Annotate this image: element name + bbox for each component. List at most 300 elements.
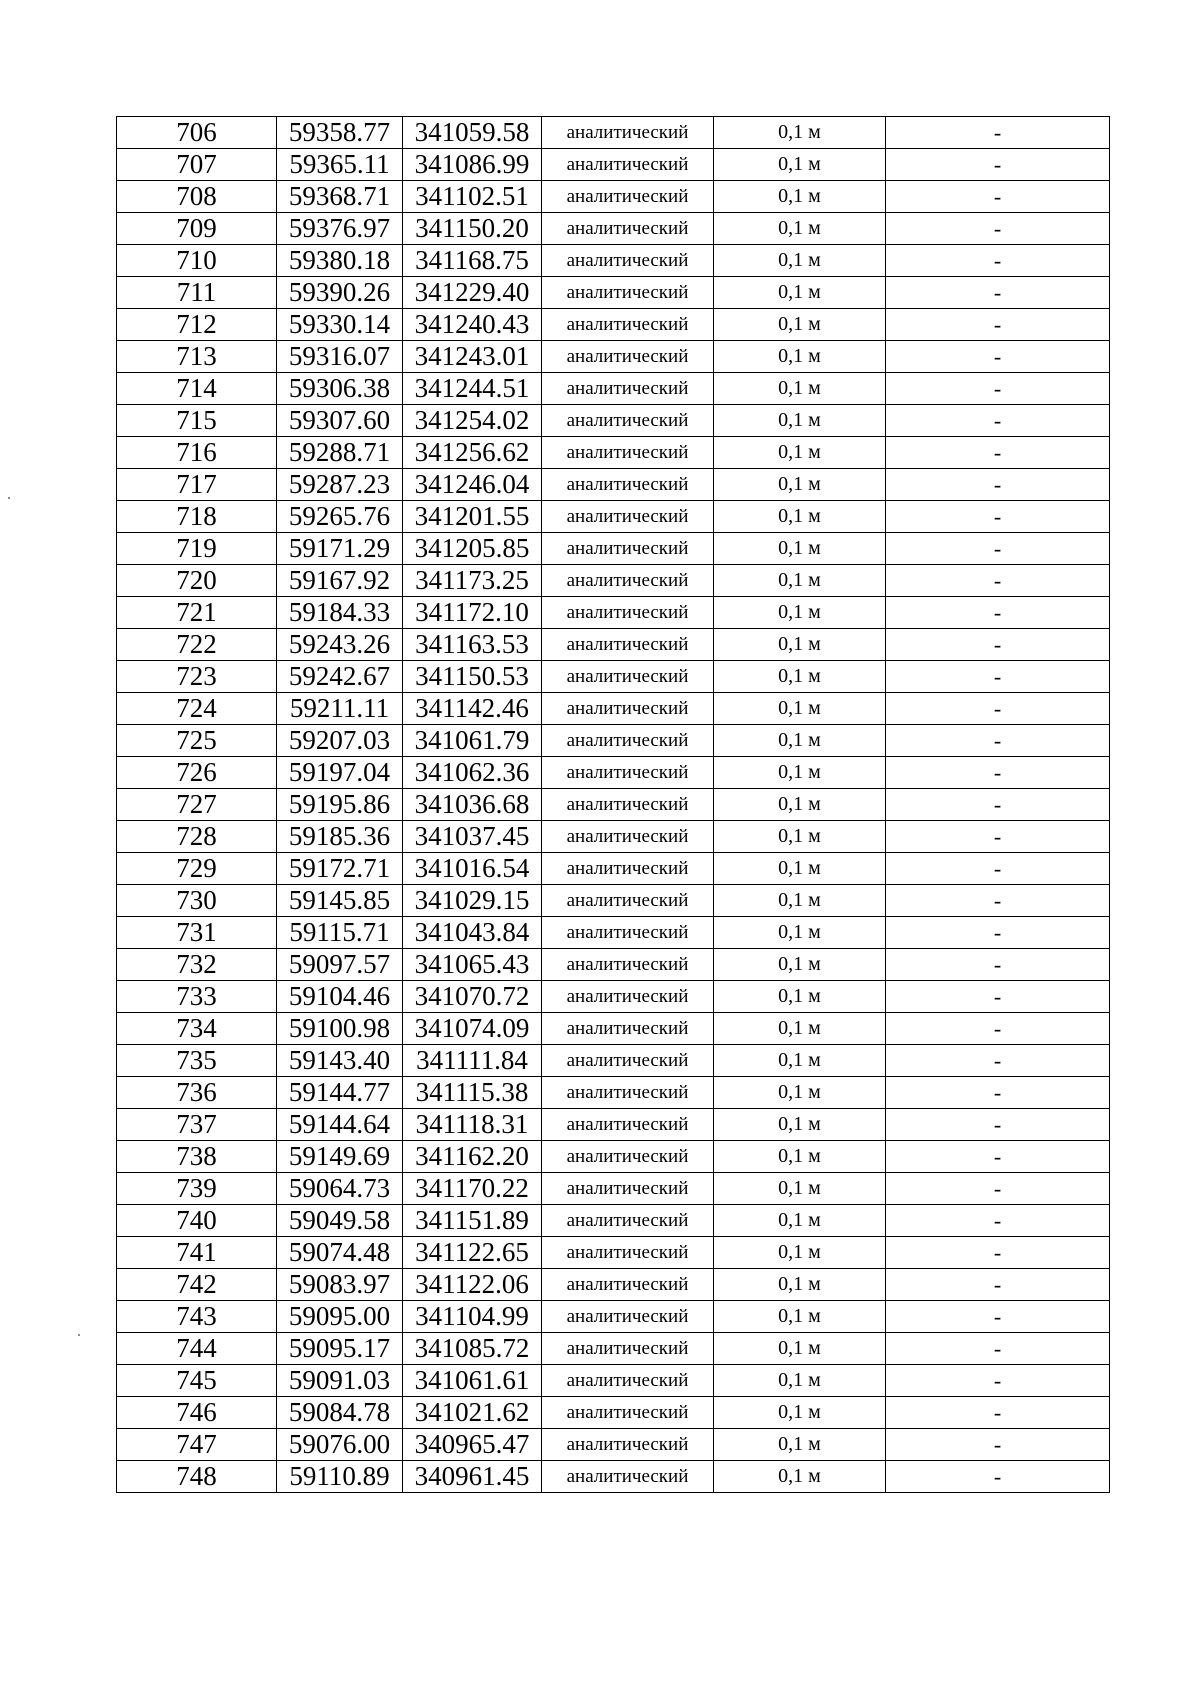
table-row (117, 245, 1110, 277)
x-coordinate-cell: 59167.92 (277, 565, 403, 597)
accuracy-cell: 0,1 м (714, 181, 886, 213)
method-cell: аналитический (542, 949, 714, 981)
extra-cell: - (886, 1461, 1110, 1493)
point-number-cell: 721 (117, 597, 277, 629)
y-coordinate-cell: 341016.54 (403, 853, 542, 885)
x-coordinate-cell: 59185.36 (277, 821, 403, 853)
method-cell: аналитический (542, 629, 714, 661)
point-number-cell: 738 (117, 1141, 277, 1173)
x-coordinate-cell: 59390.26 (277, 277, 403, 309)
extra-cell: - (886, 789, 1110, 821)
accuracy-cell: 0,1 м (714, 1045, 886, 1077)
extra-cell: - (886, 1013, 1110, 1045)
extra-cell: - (886, 373, 1110, 405)
accuracy-cell: 0,1 м (714, 1333, 886, 1365)
table-row (117, 821, 1110, 853)
x-coordinate-cell: 59172.71 (277, 853, 403, 885)
method-cell: аналитический (542, 1013, 714, 1045)
extra-cell: - (886, 885, 1110, 917)
scan-speck (78, 1334, 80, 1336)
y-coordinate-cell: 341243.01 (403, 341, 542, 373)
point-number-cell: 740 (117, 1205, 277, 1237)
x-coordinate-cell: 59288.71 (277, 437, 403, 469)
y-coordinate-cell: 341256.62 (403, 437, 542, 469)
table-row (117, 1333, 1110, 1365)
table-row (117, 1013, 1110, 1045)
x-coordinate-cell: 59184.33 (277, 597, 403, 629)
scan-speck (8, 497, 10, 499)
point-number-cell: 743 (117, 1301, 277, 1333)
point-number-cell: 734 (117, 1013, 277, 1045)
x-coordinate-cell: 59104.46 (277, 981, 403, 1013)
method-cell: аналитический (542, 1301, 714, 1333)
table-row (117, 1397, 1110, 1429)
method-cell: аналитический (542, 1237, 714, 1269)
x-coordinate-cell: 59076.00 (277, 1429, 403, 1461)
y-coordinate-cell: 341168.75 (403, 245, 542, 277)
method-cell: аналитический (542, 117, 714, 149)
y-coordinate-cell: 341059.58 (403, 117, 542, 149)
table-row (117, 725, 1110, 757)
y-coordinate-cell: 341036.68 (403, 789, 542, 821)
x-coordinate-cell: 59316.07 (277, 341, 403, 373)
accuracy-cell: 0,1 м (714, 277, 886, 309)
y-coordinate-cell: 341173.25 (403, 565, 542, 597)
point-number-cell: 746 (117, 1397, 277, 1429)
table-row (117, 885, 1110, 917)
x-coordinate-cell: 59211.11 (277, 693, 403, 725)
y-coordinate-cell: 341142.46 (403, 693, 542, 725)
method-cell: аналитический (542, 437, 714, 469)
point-number-cell: 712 (117, 309, 277, 341)
table-row (117, 949, 1110, 981)
point-number-cell: 737 (117, 1109, 277, 1141)
point-number-cell: 717 (117, 469, 277, 501)
point-number-cell: 707 (117, 149, 277, 181)
extra-cell: - (886, 853, 1110, 885)
y-coordinate-cell: 341122.65 (403, 1237, 542, 1269)
extra-cell: - (886, 629, 1110, 661)
point-number-cell: 726 (117, 757, 277, 789)
point-number-cell: 730 (117, 885, 277, 917)
method-cell: аналитический (542, 1333, 714, 1365)
y-coordinate-cell: 341240.43 (403, 309, 542, 341)
table-row (117, 1173, 1110, 1205)
method-cell: аналитический (542, 1397, 714, 1429)
y-coordinate-cell: 341246.04 (403, 469, 542, 501)
y-coordinate-cell: 341115.38 (403, 1077, 542, 1109)
point-number-cell: 727 (117, 789, 277, 821)
accuracy-cell: 0,1 м (714, 469, 886, 501)
x-coordinate-cell: 59143.40 (277, 1045, 403, 1077)
y-coordinate-cell: 341201.55 (403, 501, 542, 533)
x-coordinate-cell: 59307.60 (277, 405, 403, 437)
extra-cell: - (886, 181, 1110, 213)
accuracy-cell: 0,1 м (714, 1141, 886, 1173)
extra-cell: - (886, 501, 1110, 533)
accuracy-cell: 0,1 м (714, 821, 886, 853)
point-number-cell: 719 (117, 533, 277, 565)
x-coordinate-cell: 59095.17 (277, 1333, 403, 1365)
x-coordinate-cell: 59115.71 (277, 917, 403, 949)
y-coordinate-cell: 340961.45 (403, 1461, 542, 1493)
accuracy-cell: 0,1 м (714, 373, 886, 405)
x-coordinate-cell: 59368.71 (277, 181, 403, 213)
method-cell: аналитический (542, 981, 714, 1013)
accuracy-cell: 0,1 м (714, 885, 886, 917)
method-cell: аналитический (542, 853, 714, 885)
accuracy-cell: 0,1 м (714, 1173, 886, 1205)
accuracy-cell: 0,1 м (714, 1301, 886, 1333)
x-coordinate-cell: 59195.86 (277, 789, 403, 821)
extra-cell: - (886, 661, 1110, 693)
point-number-cell: 736 (117, 1077, 277, 1109)
x-coordinate-cell: 59365.11 (277, 149, 403, 181)
extra-cell: - (886, 1109, 1110, 1141)
table-row (117, 341, 1110, 373)
method-cell: аналитический (542, 405, 714, 437)
method-cell: аналитический (542, 277, 714, 309)
extra-cell: - (886, 213, 1110, 245)
extra-cell: - (886, 1077, 1110, 1109)
x-coordinate-cell: 59083.97 (277, 1269, 403, 1301)
extra-cell: - (886, 533, 1110, 565)
x-coordinate-cell: 59149.69 (277, 1141, 403, 1173)
x-coordinate-cell: 59095.00 (277, 1301, 403, 1333)
point-number-cell: 714 (117, 373, 277, 405)
accuracy-cell: 0,1 м (714, 117, 886, 149)
extra-cell: - (886, 469, 1110, 501)
method-cell: аналитический (542, 1461, 714, 1493)
method-cell: аналитический (542, 1269, 714, 1301)
method-cell: аналитический (542, 565, 714, 597)
table-row (117, 405, 1110, 437)
x-coordinate-cell: 59110.89 (277, 1461, 403, 1493)
extra-cell: - (886, 949, 1110, 981)
extra-cell: - (886, 1301, 1110, 1333)
accuracy-cell: 0,1 м (714, 757, 886, 789)
method-cell: аналитический (542, 1365, 714, 1397)
table-row (117, 981, 1110, 1013)
table-row (117, 1109, 1110, 1141)
accuracy-cell: 0,1 м (714, 1237, 886, 1269)
accuracy-cell: 0,1 м (714, 949, 886, 981)
extra-cell: - (886, 565, 1110, 597)
table-row (117, 149, 1110, 181)
y-coordinate-cell: 341229.40 (403, 277, 542, 309)
x-coordinate-cell: 59074.48 (277, 1237, 403, 1269)
x-coordinate-cell: 59097.57 (277, 949, 403, 981)
extra-cell: - (886, 1365, 1110, 1397)
method-cell: аналитический (542, 821, 714, 853)
accuracy-cell: 0,1 м (714, 789, 886, 821)
accuracy-cell: 0,1 м (714, 149, 886, 181)
method-cell: аналитический (542, 1077, 714, 1109)
method-cell: аналитический (542, 1045, 714, 1077)
method-cell: аналитический (542, 1429, 714, 1461)
point-number-cell: 710 (117, 245, 277, 277)
accuracy-cell: 0,1 м (714, 245, 886, 277)
y-coordinate-cell: 341205.85 (403, 533, 542, 565)
table-row (117, 1365, 1110, 1397)
table-row (117, 917, 1110, 949)
y-coordinate-cell: 341086.99 (403, 149, 542, 181)
y-coordinate-cell: 341118.31 (403, 1109, 542, 1141)
x-coordinate-cell: 59306.38 (277, 373, 403, 405)
point-number-cell: 744 (117, 1333, 277, 1365)
x-coordinate-cell: 59049.58 (277, 1205, 403, 1237)
table-row (117, 1205, 1110, 1237)
accuracy-cell: 0,1 м (714, 405, 886, 437)
point-number-cell: 708 (117, 181, 277, 213)
accuracy-cell: 0,1 м (714, 1109, 886, 1141)
table-row (117, 1429, 1110, 1461)
table-row (117, 1301, 1110, 1333)
extra-cell: - (886, 1205, 1110, 1237)
accuracy-cell: 0,1 м (714, 693, 886, 725)
method-cell: аналитический (542, 213, 714, 245)
extra-cell: - (886, 981, 1110, 1013)
x-coordinate-cell: 59265.76 (277, 501, 403, 533)
y-coordinate-cell: 341151.89 (403, 1205, 542, 1237)
table-row (117, 437, 1110, 469)
method-cell: аналитический (542, 533, 714, 565)
point-number-cell: 725 (117, 725, 277, 757)
method-cell: аналитический (542, 597, 714, 629)
y-coordinate-cell: 340965.47 (403, 1429, 542, 1461)
method-cell: аналитический (542, 469, 714, 501)
accuracy-cell: 0,1 м (714, 437, 886, 469)
method-cell: аналитический (542, 661, 714, 693)
accuracy-cell: 0,1 м (714, 565, 886, 597)
point-number-cell: 748 (117, 1461, 277, 1493)
table-row (117, 853, 1110, 885)
extra-cell: - (886, 1269, 1110, 1301)
y-coordinate-cell: 341029.15 (403, 885, 542, 917)
x-coordinate-cell: 59242.67 (277, 661, 403, 693)
y-coordinate-cell: 341163.53 (403, 629, 542, 661)
table-row (117, 533, 1110, 565)
x-coordinate-cell: 59171.29 (277, 533, 403, 565)
y-coordinate-cell: 341104.99 (403, 1301, 542, 1333)
table-row (117, 789, 1110, 821)
x-coordinate-cell: 59330.14 (277, 309, 403, 341)
table-row (117, 277, 1110, 309)
table-row (117, 629, 1110, 661)
x-coordinate-cell: 59358.77 (277, 117, 403, 149)
accuracy-cell: 0,1 м (714, 981, 886, 1013)
accuracy-cell: 0,1 м (714, 1205, 886, 1237)
table-row (117, 213, 1110, 245)
point-number-cell: 729 (117, 853, 277, 885)
x-coordinate-cell: 59207.03 (277, 725, 403, 757)
table-row (117, 373, 1110, 405)
point-number-cell: 723 (117, 661, 277, 693)
table-row (117, 597, 1110, 629)
point-number-cell: 722 (117, 629, 277, 661)
accuracy-cell: 0,1 м (714, 533, 886, 565)
point-number-cell: 739 (117, 1173, 277, 1205)
accuracy-cell: 0,1 м (714, 629, 886, 661)
x-coordinate-cell: 59287.23 (277, 469, 403, 501)
point-number-cell: 741 (117, 1237, 277, 1269)
y-coordinate-cell: 341122.06 (403, 1269, 542, 1301)
y-coordinate-cell: 341061.61 (403, 1365, 542, 1397)
y-coordinate-cell: 341070.72 (403, 981, 542, 1013)
extra-cell: - (886, 341, 1110, 373)
point-number-cell: 733 (117, 981, 277, 1013)
point-number-cell: 747 (117, 1429, 277, 1461)
x-coordinate-cell: 59380.18 (277, 245, 403, 277)
method-cell: аналитический (542, 341, 714, 373)
accuracy-cell: 0,1 м (714, 853, 886, 885)
x-coordinate-cell: 59376.97 (277, 213, 403, 245)
x-coordinate-cell: 59145.85 (277, 885, 403, 917)
table-row (117, 501, 1110, 533)
x-coordinate-cell: 59100.98 (277, 1013, 403, 1045)
accuracy-cell: 0,1 м (714, 725, 886, 757)
table-row (117, 757, 1110, 789)
accuracy-cell: 0,1 м (714, 1461, 886, 1493)
method-cell: аналитический (542, 501, 714, 533)
y-coordinate-cell: 341170.22 (403, 1173, 542, 1205)
extra-cell: - (886, 437, 1110, 469)
method-cell: аналитический (542, 789, 714, 821)
y-coordinate-cell: 341062.36 (403, 757, 542, 789)
y-coordinate-cell: 341150.53 (403, 661, 542, 693)
point-number-cell: 711 (117, 277, 277, 309)
point-number-cell: 715 (117, 405, 277, 437)
point-number-cell: 724 (117, 693, 277, 725)
extra-cell: - (886, 1173, 1110, 1205)
extra-cell: - (886, 309, 1110, 341)
table-row (117, 181, 1110, 213)
coordinates-table (116, 116, 1110, 1493)
extra-cell: - (886, 1237, 1110, 1269)
table-row (117, 1269, 1110, 1301)
accuracy-cell: 0,1 м (714, 597, 886, 629)
point-number-cell: 731 (117, 917, 277, 949)
y-coordinate-cell: 341162.20 (403, 1141, 542, 1173)
accuracy-cell: 0,1 м (714, 341, 886, 373)
accuracy-cell: 0,1 м (714, 1397, 886, 1429)
table-row (117, 1237, 1110, 1269)
point-number-cell: 713 (117, 341, 277, 373)
x-coordinate-cell: 59084.78 (277, 1397, 403, 1429)
point-number-cell: 735 (117, 1045, 277, 1077)
accuracy-cell: 0,1 м (714, 501, 886, 533)
method-cell: аналитический (542, 245, 714, 277)
extra-cell: - (886, 405, 1110, 437)
x-coordinate-cell: 59144.77 (277, 1077, 403, 1109)
extra-cell: - (886, 1429, 1110, 1461)
extra-cell: - (886, 1333, 1110, 1365)
method-cell: аналитический (542, 1205, 714, 1237)
y-coordinate-cell: 341085.72 (403, 1333, 542, 1365)
table-row (117, 117, 1110, 149)
extra-cell: - (886, 725, 1110, 757)
extra-cell: - (886, 1141, 1110, 1173)
accuracy-cell: 0,1 м (714, 1013, 886, 1045)
x-coordinate-cell: 59064.73 (277, 1173, 403, 1205)
y-coordinate-cell: 341061.79 (403, 725, 542, 757)
x-coordinate-cell: 59144.64 (277, 1109, 403, 1141)
point-number-cell: 728 (117, 821, 277, 853)
table-row (117, 1077, 1110, 1109)
y-coordinate-cell: 341244.51 (403, 373, 542, 405)
point-number-cell: 742 (117, 1269, 277, 1301)
method-cell: аналитический (542, 1173, 714, 1205)
y-coordinate-cell: 341102.51 (403, 181, 542, 213)
extra-cell: - (886, 917, 1110, 949)
point-number-cell: 716 (117, 437, 277, 469)
accuracy-cell: 0,1 м (714, 917, 886, 949)
point-number-cell: 720 (117, 565, 277, 597)
extra-cell: - (886, 149, 1110, 181)
method-cell: аналитический (542, 917, 714, 949)
method-cell: аналитический (542, 373, 714, 405)
x-coordinate-cell: 59243.26 (277, 629, 403, 661)
accuracy-cell: 0,1 м (714, 661, 886, 693)
x-coordinate-cell: 59091.03 (277, 1365, 403, 1397)
coordinates-table-body (117, 117, 1110, 1493)
method-cell: аналитический (542, 181, 714, 213)
extra-cell: - (886, 245, 1110, 277)
method-cell: аналитический (542, 885, 714, 917)
accuracy-cell: 0,1 м (714, 1269, 886, 1301)
accuracy-cell: 0,1 м (714, 1365, 886, 1397)
y-coordinate-cell: 341065.43 (403, 949, 542, 981)
method-cell: аналитический (542, 309, 714, 341)
point-number-cell: 706 (117, 117, 277, 149)
accuracy-cell: 0,1 м (714, 1077, 886, 1109)
point-number-cell: 745 (117, 1365, 277, 1397)
accuracy-cell: 0,1 м (714, 309, 886, 341)
extra-cell: - (886, 821, 1110, 853)
method-cell: аналитический (542, 725, 714, 757)
y-coordinate-cell: 341111.84 (403, 1045, 542, 1077)
table-row (117, 565, 1110, 597)
table-row (117, 1461, 1110, 1493)
table-row (117, 1141, 1110, 1173)
table-row (117, 469, 1110, 501)
extra-cell: - (886, 277, 1110, 309)
y-coordinate-cell: 341037.45 (403, 821, 542, 853)
extra-cell: - (886, 693, 1110, 725)
point-number-cell: 718 (117, 501, 277, 533)
method-cell: аналитический (542, 1109, 714, 1141)
table-row (117, 309, 1110, 341)
y-coordinate-cell: 341074.09 (403, 1013, 542, 1045)
extra-cell: - (886, 757, 1110, 789)
method-cell: аналитический (542, 1141, 714, 1173)
accuracy-cell: 0,1 м (714, 1429, 886, 1461)
accuracy-cell: 0,1 м (714, 213, 886, 245)
x-coordinate-cell: 59197.04 (277, 757, 403, 789)
method-cell: аналитический (542, 757, 714, 789)
table-row (117, 661, 1110, 693)
table-row (117, 693, 1110, 725)
extra-cell: - (886, 117, 1110, 149)
y-coordinate-cell: 341150.20 (403, 213, 542, 245)
point-number-cell: 709 (117, 213, 277, 245)
y-coordinate-cell: 341043.84 (403, 917, 542, 949)
point-number-cell: 732 (117, 949, 277, 981)
table-row (117, 1045, 1110, 1077)
extra-cell: - (886, 597, 1110, 629)
y-coordinate-cell: 341254.02 (403, 405, 542, 437)
extra-cell: - (886, 1397, 1110, 1429)
